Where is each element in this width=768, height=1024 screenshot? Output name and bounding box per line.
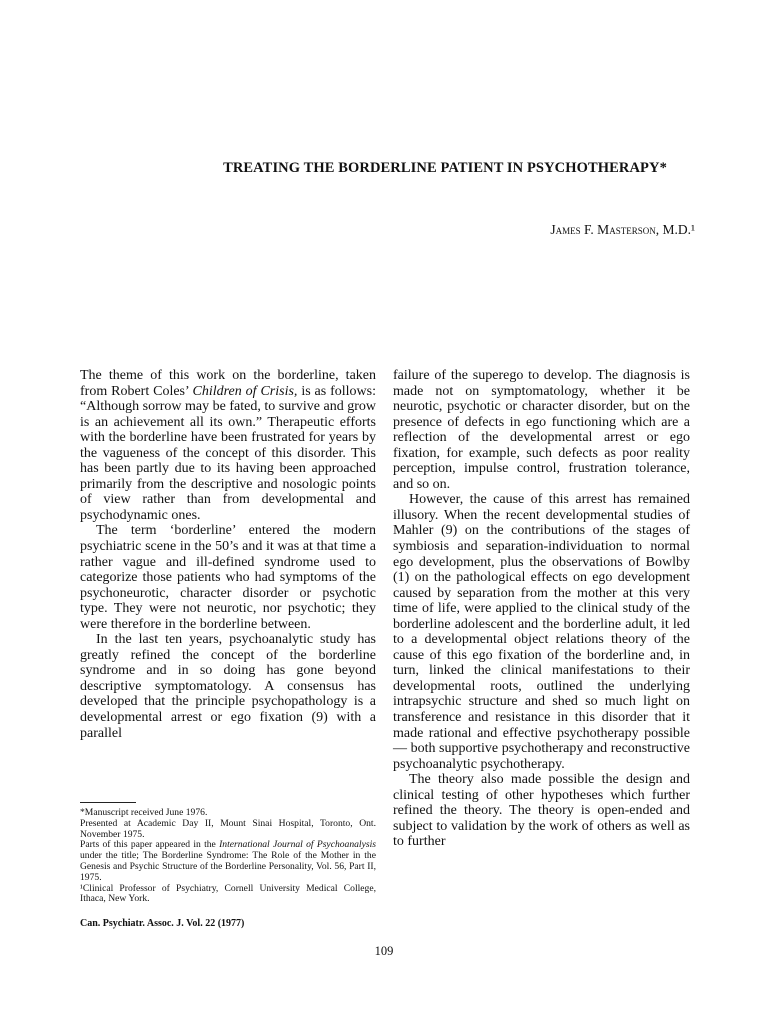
paragraph-text: The theme of this work on the borderline, taken from Robert Coles’: [80, 368, 376, 399]
article-title: TREATING THE BORDERLINE PATIENT IN PSYCHOTHERAPY*: [223, 160, 667, 176]
book-title-italic: Children of Crisis,: [192, 383, 298, 399]
left-column: [80, 368, 376, 741]
paragraph: failure of the superego to develop. The diagnosis is made not on symptomatology, whether it be neurotic, psychotic or character disorder, but on the presence of defects in ego functioning which are a reflection of the developmental arrest or ego fixation, for example, such defects as poor reality perception, impulse control, frustration tolerance, and so on.: [393, 368, 690, 492]
paragraph: The term ‘borderline’ entered the modern psychiatric scene in the 50’s and it was at that time a rather vague and ill-defined syndrome used to categorize those patients who had symptoms of the psychoneurotic, character disorder or psychotic type. They were not neurotic, nor psychotic; they were therefore in the borderline between.: [80, 523, 376, 632]
journal-citation: Can. Psychiatr. Assoc. J. Vol. 22 (1977): [80, 918, 245, 929]
footnote: ¹Clinical Professor of Psychiatry, Cornell University Medical College, Ithaca, New York.: [80, 882, 376, 905]
paragraph: However, the cause of this arrest has remained illusory. When the recent developmental studies of Mahler (9) on the contributions of the stages of symbiosis and separation-individuation to normal ego development, plus the observations of Bowlby (1) on the pathological effects on ego development caused by separation from the mother at this very time of life, were applied to the clinical study of the borderline adolescent and the borderline adult, it led to a developmental object relations theory of the cause of this ego fixation of the borderline and, in turn, linked the clinical manifestations to their developmental roots, outlined the underlying intrapsychic structure and shed so much light on transference and resistance in this disorder that it made rational and effective psychotherapy possible — both supportive psychotherapy and reconstructive psychoanalytic psychotherapy.: [393, 492, 690, 772]
paragraph: [80, 368, 376, 523]
footnote-text: under the title; The Borderline Syndrome: The Role of the Mother in the Genesis and Psychic Structure of the Borderline Personality, Vol. 56, Part II, 1975.: [80, 850, 376, 883]
footnote: *Manuscript received June 1976.: [80, 807, 208, 818]
paragraph: In the last ten years, psychoanalytic study has greatly refined the concept of the borderline syndrome and in so doing has gone beyond descriptive symptomatology. A consensus has developed that the principle psychopathology is a developmental arrest or ego fixation (9) with a parallel: [80, 632, 376, 741]
paragraph-text: is as follows: “Although sorrow may be fated, to survive and grow is an achievement all its own.” Therapeutic efforts with the borderline have been frustrated for years by the vagueness of the concept of this disorder. This has been partly due to its having been approached primarily from the descriptive and nosologic points of view rather than from developmental and psychodynamic ones.: [80, 383, 376, 523]
right-column: [393, 368, 690, 850]
page-number: 109: [374, 944, 394, 958]
footnote: [80, 840, 376, 883]
paragraph: The theory also made possible the design and clinical testing of other hypotheses which further refined the theory. The theory is open-ended and subject to validation by the work of others as well as to further: [393, 772, 690, 850]
journal-name-italic: International Journal of Psychoanalysis: [219, 839, 376, 851]
footnote-text: Parts of this paper appeared in the: [80, 839, 220, 851]
footnotes: [80, 808, 376, 905]
footnote: Presented at Academic Day II, Mount Sinai Hospital, Toronto, Ont. November 1975.: [80, 817, 376, 840]
author-byline: James F. Masterson, M.D.¹: [550, 222, 695, 237]
footnote-divider: [80, 802, 136, 803]
